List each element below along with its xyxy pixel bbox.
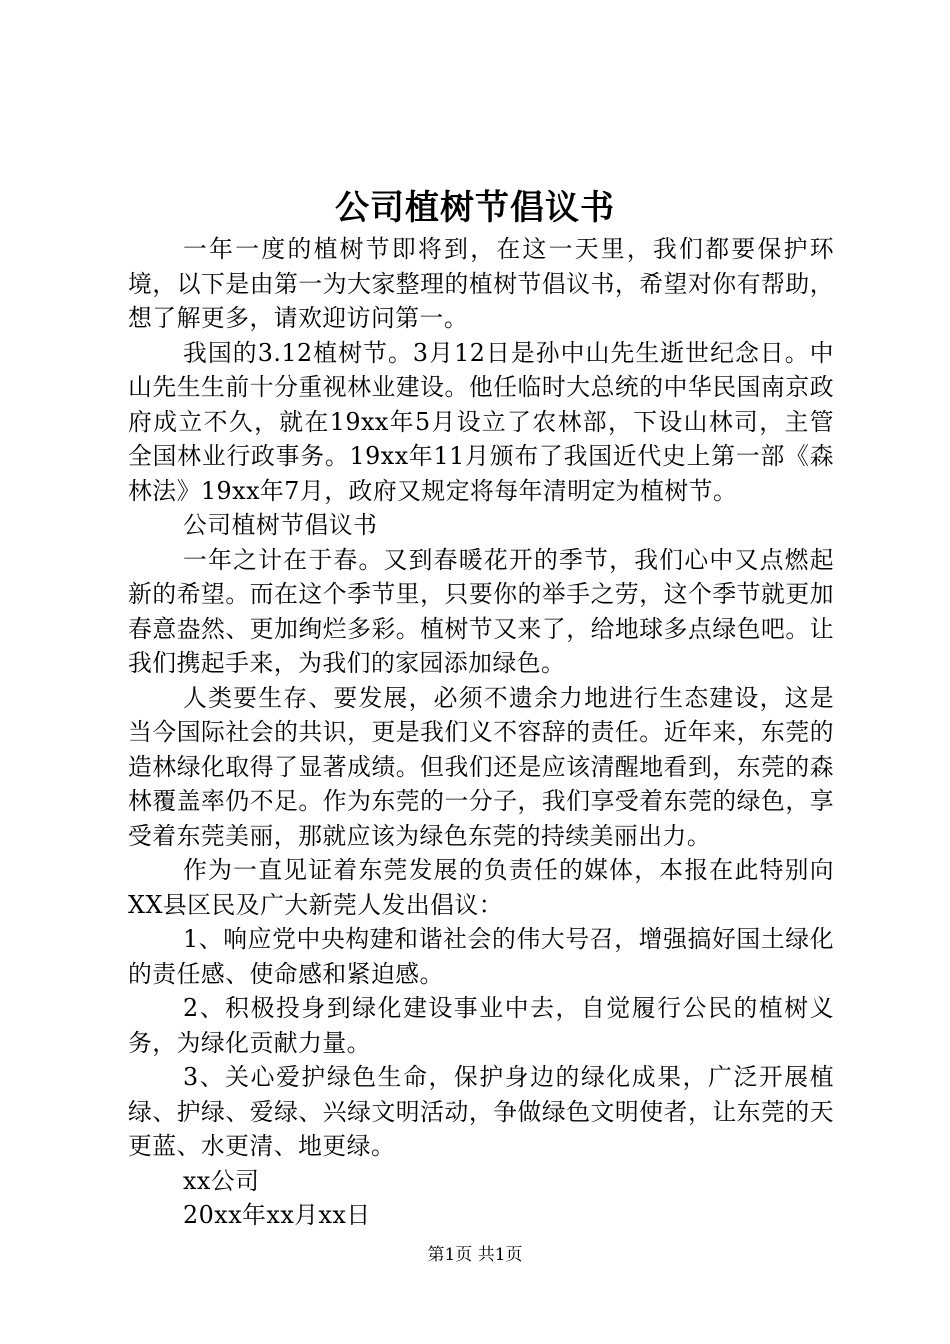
appeal-paragraph: 作为一直见证着东莞发展的负责任的媒体，本报在此特别向XX县区民及广大新莞人发出倡议： [128, 856, 834, 919]
section-heading: 公司植树节倡议书 [183, 511, 378, 539]
proposal-item-2: 2、积极投身到绿化建设事业中去，自觉履行公民的植树义务，为绿化贡献力量。 [128, 994, 834, 1057]
proposal-item-1: 1、响应党中央构建和谐社会的伟大号召，增强搞好国土绿化的责任感、使命感和紧迫感。 [128, 925, 834, 988]
page-number-footer: 第1页 共1页 [427, 1245, 523, 1265]
spring-paragraph: 一年之计在于春。又到春暖花开的季节，我们心中又点燃起新的希望。而在这个季节里，只要你的举手之劳，这个季节就更加春意盎然、更加绚烂多彩。植树节又来了，给地球多点绿色吧。让我们携起手来，为我们的家园添加绿色。 [128, 545, 834, 677]
history-paragraph: 我国的3.12植树节。3月12日是孙中山先生逝世纪念日。中山先生生前十分重视林业建设。他任临时大总统的中华民国南京政府成立不久，就在19xx年5月设立了农林部，下设山林司，主管全国林业行政事务。19xx年11月颁布了我国近代史上第一部《森林法》19xx年7月，政府又规定将每年清明定为植树节。 [128, 338, 834, 505]
document-body [128, 232, 834, 1233]
proposal-item-3: 3、关心爱护绿色生命，保护身边的绿化成果，广泛开展植绿、护绿、爱绿、兴绿文明活动，争做绿色文明使者，让东莞的天更蓝、水更清、地更绿。 [128, 1063, 834, 1160]
ecology-paragraph: 人类要生存、要发展，必须不遗余力地进行生态建设，这是当今国际社会的共识，更是我们义不容辞的责任。近年来，东莞的造林绿化取得了显著成绩。但我们还是应该清醒地看到，东莞的森林覆盖率仍不足。作为东莞的一分子，我们享受着东莞的绿色，享受着东莞美丽，那就应该为绿色东莞的持续美丽出力。 [128, 683, 834, 850]
signature-date: 20xx年xx月xx日 [183, 1201, 371, 1229]
intro-paragraph: 一年一度的植树节即将到，在这一天里，我们都要保护环境，以下是由第一为大家整理的植树节倡议书，希望对你有帮助，想了解更多，请欢迎访问第一。 [128, 235, 834, 332]
page-title: 公司植树节倡议书 [335, 188, 615, 228]
signature-company: xx公司 [183, 1166, 260, 1195]
